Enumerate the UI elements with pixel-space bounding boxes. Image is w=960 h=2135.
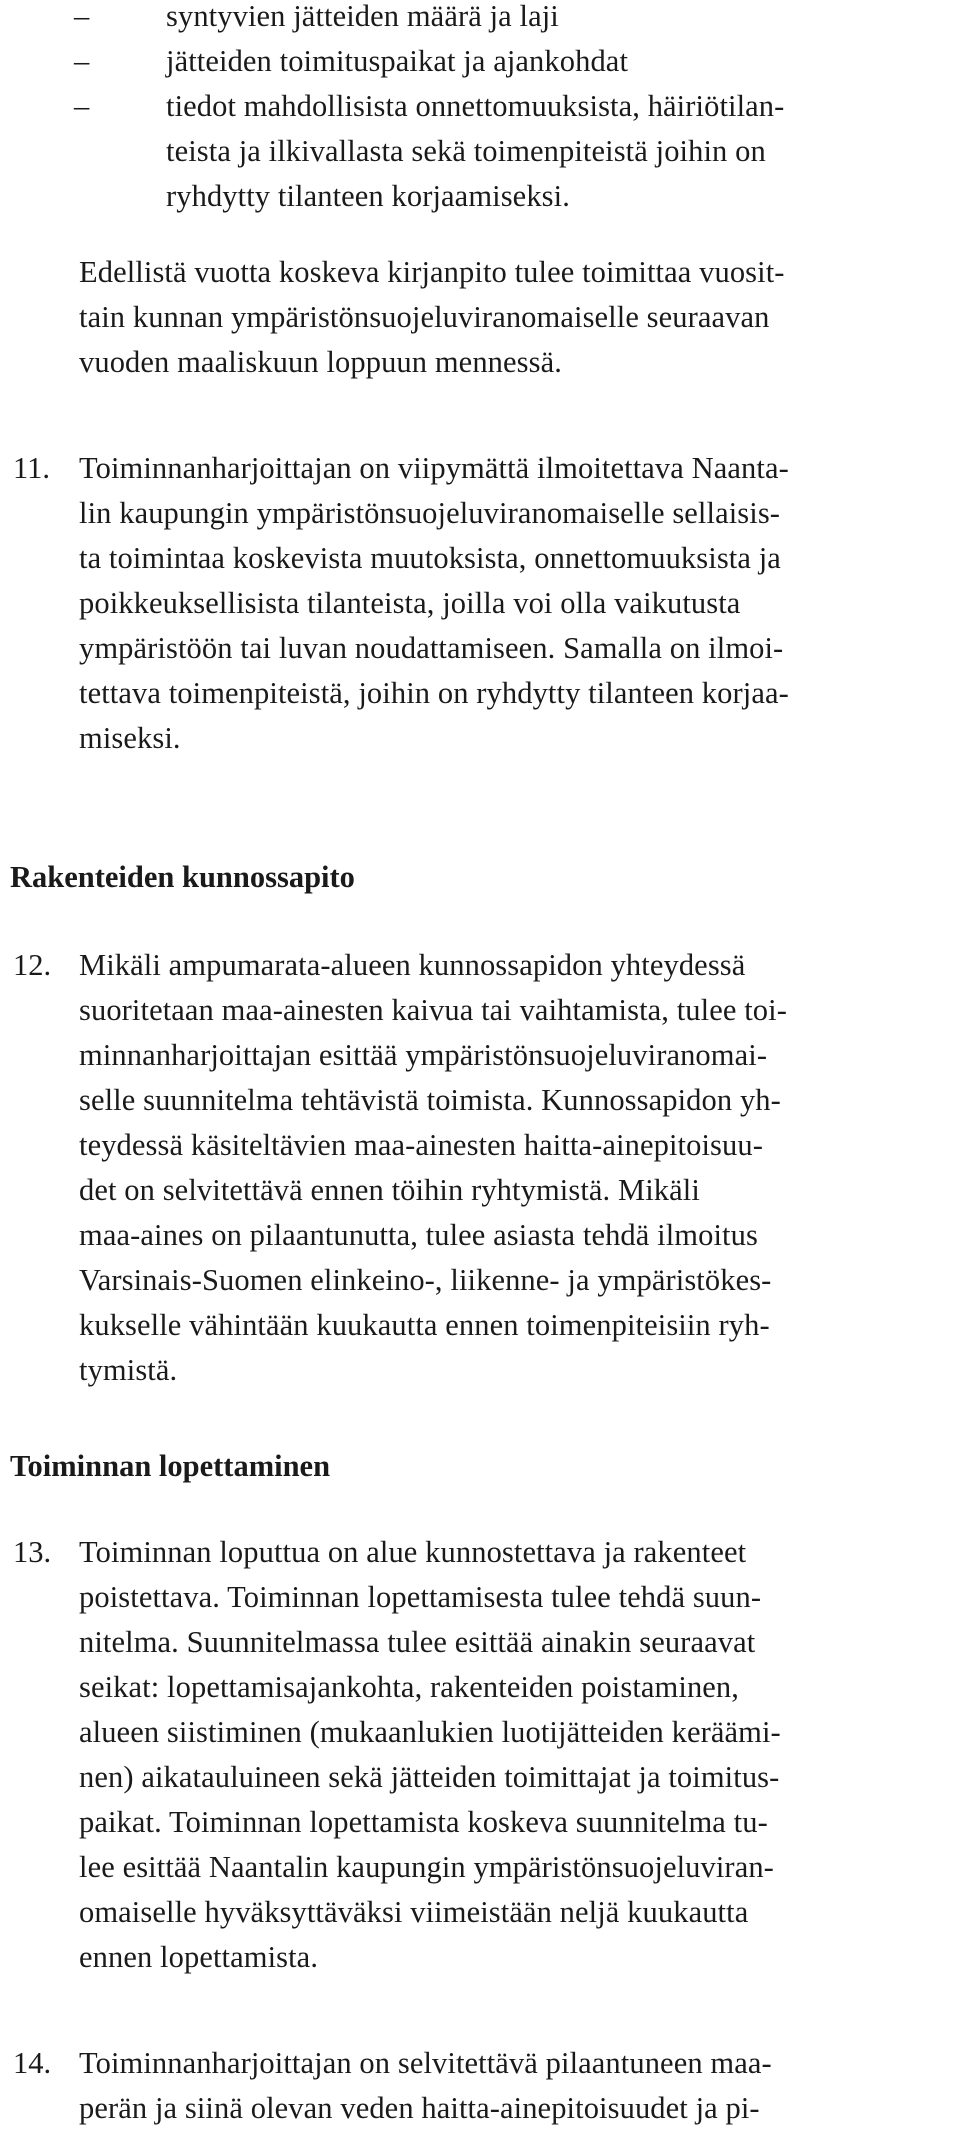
bullet-line: ryhdytty tilanteen korjaamiseksi. (166, 179, 570, 213)
item-line: kukselle vähintään kuukautta ennen toimenpiteisiin ryh- (79, 1308, 770, 1342)
bullet-line: jätteiden toimituspaikat ja ajankohdat (166, 44, 629, 78)
item-line: Toiminnanharjoittajan on selvitettävä pilaantuneen maa- (79, 2046, 772, 2080)
item-line: det on selvitettävä ennen töihin ryhtymistä. Mikäli (79, 1173, 700, 1207)
bullet-dash: – (74, 0, 90, 33)
item-line: omaiselle hyväksyttäväksi viimeistään neljä kuukautta (79, 1895, 749, 1929)
bullet-dash: – (74, 44, 90, 78)
paragraph-line: tain kunnan ympäristönsuojeluviranomaiselle seuraavan (79, 300, 770, 334)
item-line: miseksi. (79, 721, 181, 755)
item-line: Varsinais-Suomen elinkeino-, liikenne- ja ympäristökes- (79, 1263, 772, 1297)
item-line: seikat: lopettamisajankohta, rakenteiden poistaminen, (79, 1670, 740, 1704)
item-line: poikkeuksellisista tilanteista, joilla voi olla vaikutusta (79, 586, 741, 620)
item-line: alueen siistiminen (mukaanlukien luotijätteiden keräämi- (79, 1715, 781, 1749)
item-line: tymistä. (79, 1353, 178, 1387)
item-number: 14. (13, 2046, 52, 2080)
item-line: ennen lopettamista. (79, 1940, 319, 1974)
item-line: selle suunnitelma tehtävistä toimista. Kunnossapidon yh- (79, 1083, 781, 1117)
bullet-line: teista ja ilkivallasta sekä toimenpiteistä joihin on (166, 134, 766, 168)
item-number: 12. (13, 948, 52, 982)
section-heading: Toiminnan lopettaminen (10, 1449, 331, 1483)
item-line: minnanharjoittajan esittää ympäristönsuojeluviranomai- (79, 1038, 768, 1072)
item-line: lin kaupungin ympäristönsuojeluviranomaiselle sellaisis- (79, 496, 781, 530)
item-line: lee esittää Naantalin kaupungin ympäristönsuojeluviran- (79, 1850, 774, 1884)
item-line: nitelma. Suunnitelmassa tulee esittää ainakin seuraavat (79, 1625, 756, 1659)
item-number: 11. (13, 451, 50, 485)
item-line: tettava toimenpiteistä, joihin on ryhdytty tilanteen korjaa- (79, 676, 789, 710)
paragraph-line: Edellistä vuotta koskeva kirjanpito tulee toimittaa vuosit- (79, 255, 785, 289)
item-line: Toiminnan loputtua on alue kunnostettava ja rakenteet (79, 1535, 747, 1569)
item-number: 13. (13, 1535, 52, 1569)
paragraph-line: vuoden maaliskuun loppuun mennessä. (79, 345, 562, 379)
item-line: ta toimintaa koskevista muutoksista, onnettomuuksista ja (79, 541, 781, 575)
item-line: Toiminnanharjoittajan on viipymättä ilmoitettava Naanta- (79, 451, 789, 485)
item-line: ympäristöön tai luvan noudattamiseen. Samalla on ilmoi- (79, 631, 784, 665)
item-line: paikat. Toiminnan lopettamista koskeva suunnitelma tu- (79, 1805, 768, 1839)
item-line: Mikäli ampumarata-alueen kunnossapidon yhteydessä (79, 948, 746, 982)
bullet-line: syntyvien jätteiden määrä ja laji (166, 0, 559, 33)
item-line: poistettava. Toiminnan lopettamisesta tulee tehdä suun- (79, 1580, 762, 1614)
item-line: maa-aines on pilaantunutta, tulee asiasta tehdä ilmoitus (79, 1218, 758, 1252)
bullet-dash: – (74, 89, 90, 123)
item-line: suoritetaan maa-ainesten kaivua tai vaihtamista, tulee toi- (79, 993, 787, 1027)
item-line: teydessä käsiteltävien maa-ainesten haitta-ainepitoisuu- (79, 1128, 763, 1162)
section-heading: Rakenteiden kunnossapito (10, 860, 355, 894)
item-line: nen) aikatauluineen sekä jätteiden toimittajat ja toimitus- (79, 1760, 780, 1794)
bullet-line: tiedot mahdollisista onnettomuuksista, häiriötilan- (166, 89, 785, 123)
item-line: perän ja siinä olevan veden haitta-ainepitoisuudet ja pi- (79, 2091, 760, 2125)
